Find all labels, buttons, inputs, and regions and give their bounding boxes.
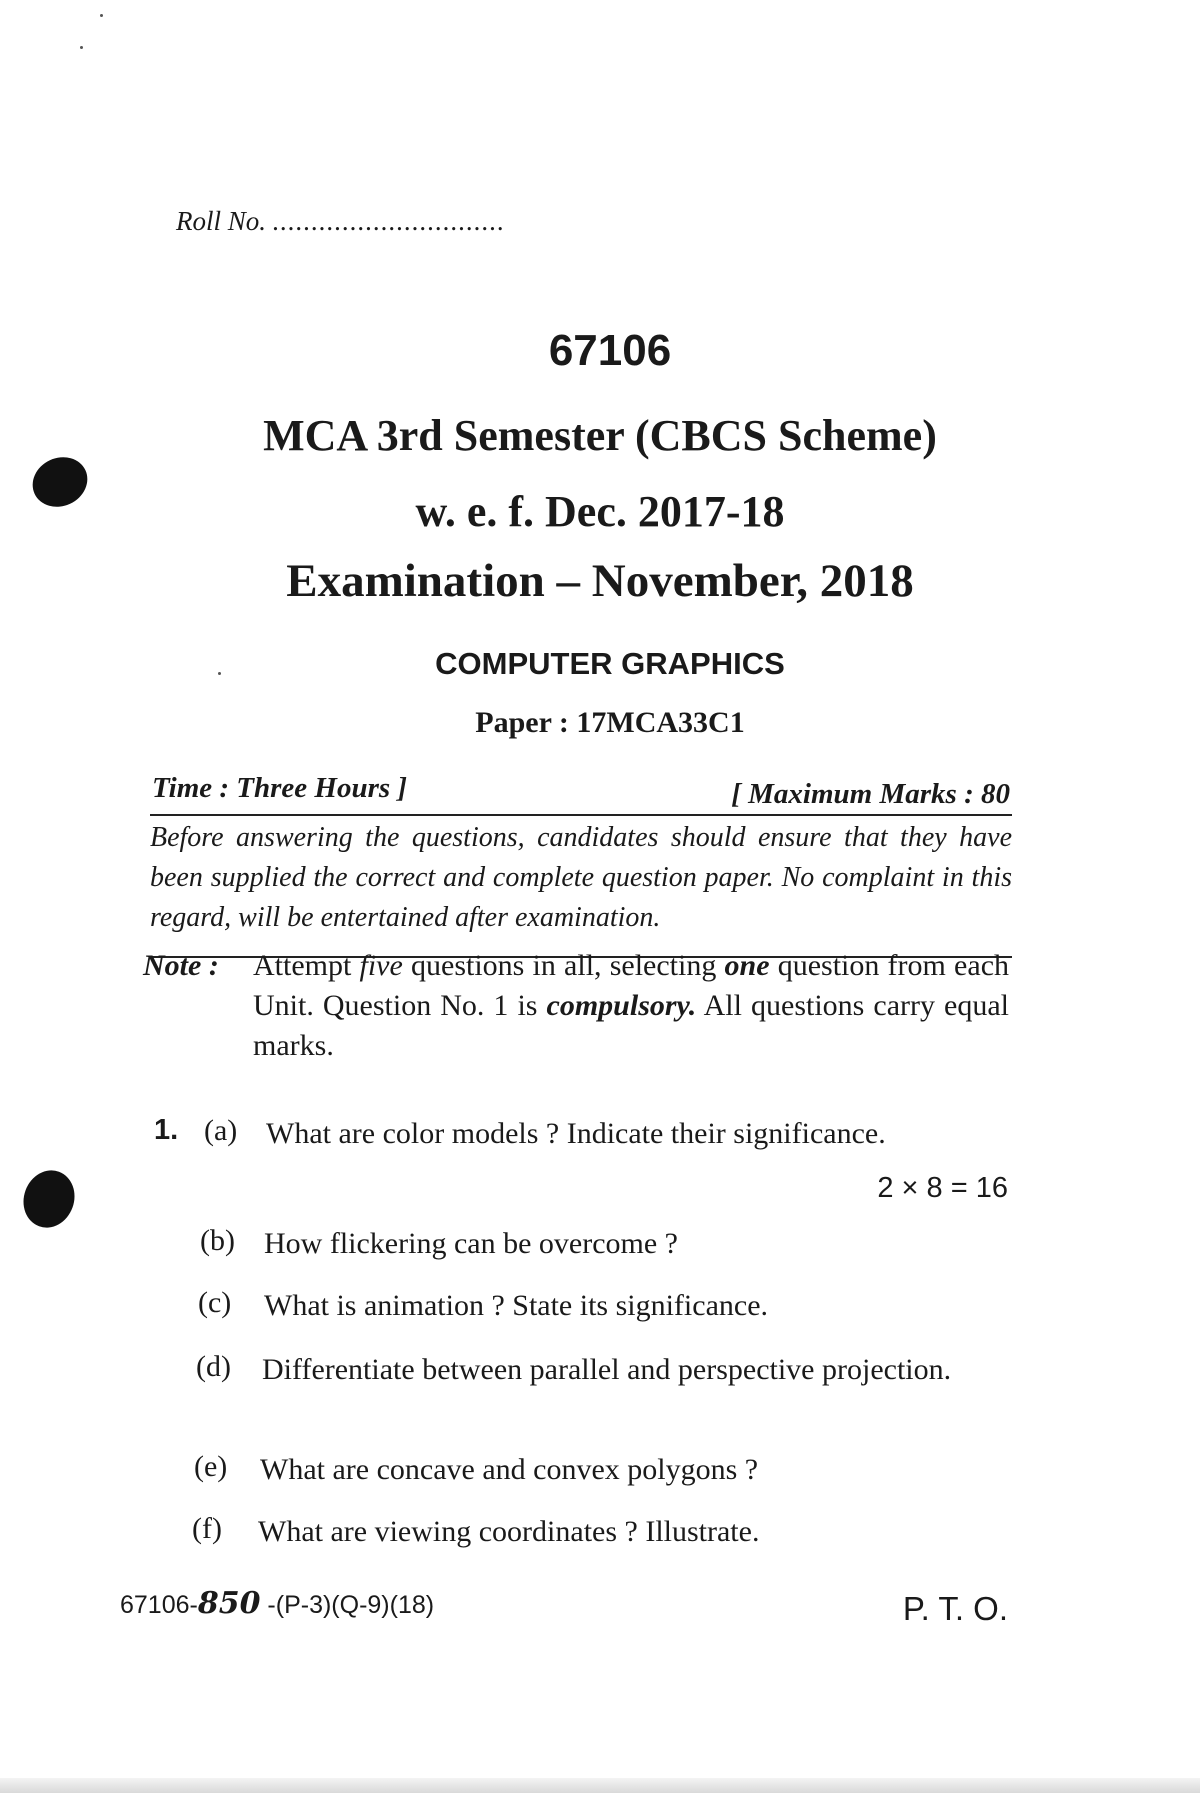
part-label: (e) [194, 1450, 228, 1483]
note-text-part: Attempt [253, 949, 360, 982]
exam-title: Examination – November, 2018 [286, 555, 914, 607]
marks-allocation: 2 × 8 = 16 [877, 1172, 1008, 1204]
roll-dots: .............................. [272, 206, 506, 236]
part-label: (f) [192, 1512, 222, 1545]
scan-speck [100, 14, 103, 17]
footer-code [120, 1586, 434, 1621]
punch-hole-mark [16, 1163, 83, 1235]
note-text-part: All questions carry equal marks. [253, 989, 1010, 1062]
course-title: MCA 3rd Semester (CBCS Scheme) [263, 411, 937, 460]
question-part-text: How flickering can be overcome ? [264, 1227, 678, 1260]
scan-speck [80, 46, 83, 49]
question-part-text: What is animation ? State its significance. [264, 1289, 769, 1322]
part-label: (c) [198, 1286, 232, 1319]
note-emphasis-five: five [359, 949, 403, 982]
roll-label: Roll No. [176, 206, 267, 236]
subject-title: COMPUTER GRAPHICS [435, 646, 785, 681]
pto-label: P. T. O. [902, 1590, 1008, 1627]
max-marks-label: [ Maximum Marks : 80 [731, 778, 1010, 810]
scan-speck [218, 672, 221, 675]
question-part-text: What are viewing coordinates ? Illustrate. [258, 1515, 760, 1548]
note-text [253, 946, 1009, 1066]
time-label: Time : Three Hours ] [152, 772, 408, 804]
part-label: (b) [200, 1224, 235, 1257]
note-text-part: questions in all, selecting [402, 949, 725, 982]
note-emphasis-compulsory: compulsory. [546, 989, 697, 1022]
footer-code-prefix: 67106- [120, 1591, 198, 1619]
scan-edge [0, 1778, 1200, 1793]
wef-line: w. e. f. Dec. 2017-18 [415, 487, 785, 536]
question-number: 1. [154, 1114, 179, 1146]
time-marks-row [152, 772, 1010, 812]
question-part-text: What are color models ? Indicate their significance. [266, 1117, 886, 1150]
question-part-text: What are concave and convex polygons ? [260, 1453, 759, 1486]
paper-number: Paper : 17MCA33C1 [475, 706, 745, 739]
divider-top [150, 814, 1012, 816]
candidate-instructions: Before answering the questions, candidates should ensure that they have been supplied the correct and complete question paper. No complaint in this regard, will be entertained after examination. [150, 822, 1012, 933]
roll-number-field [176, 206, 505, 237]
paper-code: 67106 [548, 326, 672, 375]
handwritten-count: 850 [197, 1586, 261, 1621]
note-emphasis-one: one [724, 949, 770, 982]
footer-code-suffix: -(P-3)(Q-9)(18) [260, 1591, 435, 1619]
note-label: Note : [143, 949, 219, 982]
part-label: (a) [204, 1114, 238, 1147]
part-label: (d) [196, 1350, 231, 1383]
question-part-text: Differentiate between parallel and perspective projection. [262, 1353, 952, 1386]
note-text-part: question from each Unit. Question No. 1 is [253, 949, 1010, 1022]
